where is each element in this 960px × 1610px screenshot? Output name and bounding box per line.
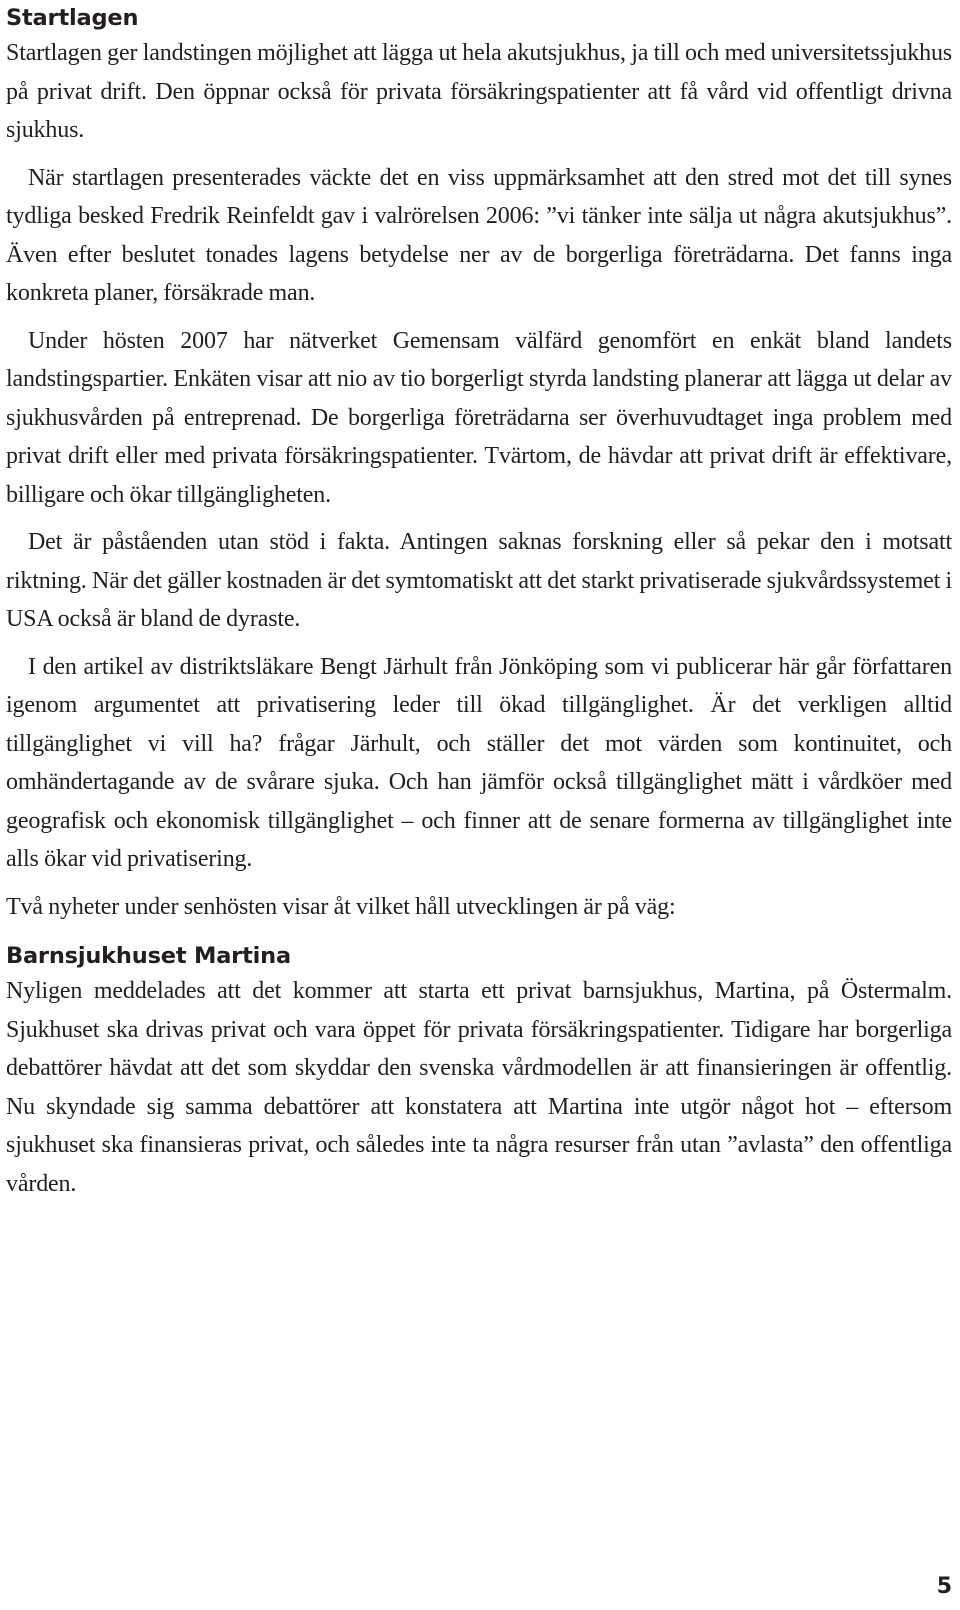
paragraph-startlagen-intro: Startlagen ger landstingen möjlighet att lägga ut hela akutsjukhus, ja till och med universitetssjukhus på privat drift. Den öppnar också för privata försäkringspatienter att få vård vid offentligt drivna sjukhus. — [6, 40, 952, 143]
paragraph-survey: Under hösten 2007 har nätverket Gemensam välfärd genomfört en enkät bland landets landstingspartier. Enkäten visar att nio av tio borgerligt styrda landsting planerar att lägga ut delar av sjukhusvården på entreprenad. De borgerliga företrädarna ser överhuvudtaget inga problem med privat drift eller med privata försäkringspatienter. Tvärtom, de hävdar att privat drift är effektivare, billigare och ökar tillgängligheten. — [6, 327, 952, 508]
paragraph-news-intro: Två nyheter under senhösten visar åt vilket håll utvecklingen är på väg: — [6, 893, 676, 920]
paragraph-martina: Nyligen meddelades att det kommer att starta ett privat barnsjukhus, Martina, på Östermalm. Sjukhuset ska drivas privat och vara öppet för privata försäkringspatienter. Tidigare har borgerliga debattörer hävdat att det som skyddar den svenska vårdmodellen är att finansieringen är offentlig. Nu skyndade sig samma debattörer att konstatera att Martina inte utgör något hot – eftersom sjukhuset ska finansieras privat, och således inte ta några resurser från utan ”avlasta” den offentliga vården. — [6, 978, 952, 1197]
paragraph-startlagen-presentation: När startlagen presenterades väckte det en viss uppmärksamhet att den stred mot det till synes tydliga besked Fredrik Reinfeldt gav i valrörelsen 2006: ”vi tänker inte sälja ut några akutsjukhus”. Även efter beslutet tonades lagens betydelse ner av de borgerliga företrädarna. Det fanns inga konkreta planer, försäkrade man. — [6, 164, 952, 306]
paragraph-claims: Det är påståenden utan stöd i fakta. Antingen saknas forskning eller så pekar den i motsatt riktning. När det gäller kostnaden är det symtomatiskt att det starkt privatiserade sjukvårdssystemet i USA också är bland de dyraste. — [6, 529, 952, 632]
page-number: 5 — [936, 1574, 952, 1599]
document-page — [6, 0, 952, 1203]
section-heading-startlagen: Startlagen — [6, 5, 139, 31]
section-heading-martina: Barnsjukhuset Martina — [6, 943, 291, 969]
paragraph-article: I den artikel av distriktsläkare Bengt Järhult från Jönköping som vi publicerar här går författaren igenom argumentet att privatisering leder till ökad tillgänglighet. Är det verkligen alltid tillgänglighet vi vill ha? frågar Järhult, och ställer det mot värden som kontinuitet, och omhändertagande av de svårare sjuka. Och han jämför också tillgänglighet mätt i vårdköer med geografisk och ekonomisk tillgänglighet – och finner att de senare formerna av tillgänglighet inte alls ökar vid privatisering. — [6, 653, 952, 872]
